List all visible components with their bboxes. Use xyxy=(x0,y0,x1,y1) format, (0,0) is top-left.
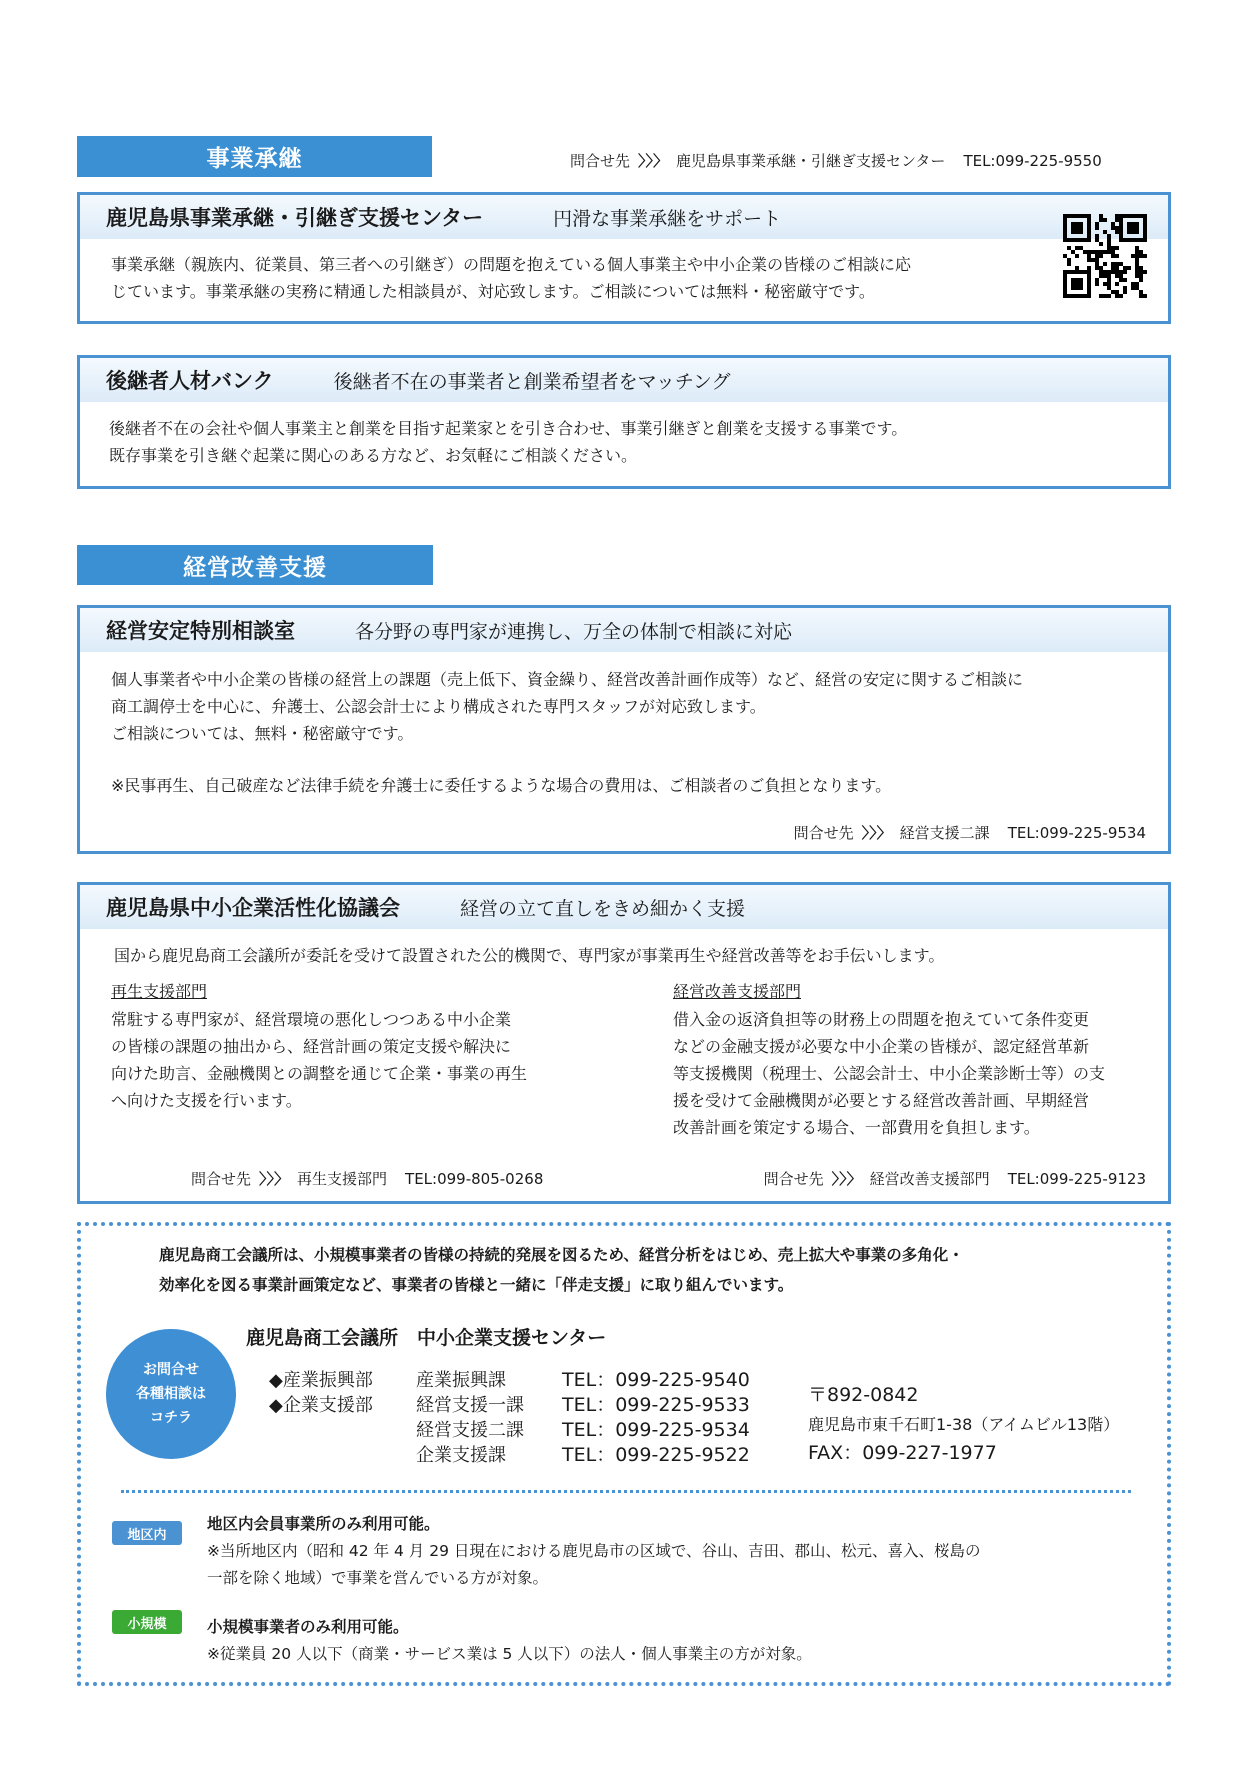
contact-arrow: 〉〉〉 xyxy=(831,1170,862,1188)
box3-contact xyxy=(794,822,1146,843)
intro-line: 鹿児島商工会議所は、小規模事業者の皆様の持続的発展を図るため、経営分析をはじめ、売上拡大や事業の多角化・ xyxy=(159,1246,964,1264)
inquiry-circle xyxy=(106,1329,236,1459)
body-line: 改善計画を策定する場合、一部費用を負担します。 xyxy=(673,1118,1040,1137)
circle-line: お問合せ xyxy=(143,1362,199,1378)
circle-line: コチラ xyxy=(150,1410,192,1426)
contact-label: 問合せ先 xyxy=(191,1170,252,1188)
dept-column xyxy=(269,1368,373,1418)
box-header xyxy=(80,358,1168,402)
divider xyxy=(121,1490,1131,1493)
note-title: 小規模事業者のみ利用可能。 xyxy=(207,1618,409,1636)
body-line: 事業承継（親族内、従業員、第三者への引継ぎ）の問題を抱えている個人事業主や中小企業の皆様のご相談に応 xyxy=(111,255,912,274)
postal-code: 〒892-0842 xyxy=(808,1384,919,1406)
body-line: 向けた助言、金融機関との調整を通じて企業・事業の再生 xyxy=(111,1064,528,1083)
contact-tel: TEL:099-805-0268 xyxy=(405,1170,544,1188)
box-subtitle: 後継者不在の事業者と創業希望者をマッチング xyxy=(333,370,731,393)
column-body xyxy=(111,1006,601,1114)
column-heading: 再生支援部門 xyxy=(111,982,208,1001)
support-center-info-box xyxy=(77,1222,1171,1686)
small-business-badge: 小規模 xyxy=(112,1610,182,1634)
section1-contact xyxy=(570,150,1102,171)
revitalization-council-box xyxy=(77,882,1171,1204)
area-badge: 地区内 xyxy=(112,1521,182,1545)
address: 鹿児島市東千石町1-38（アイムビル13階） xyxy=(808,1415,1120,1434)
tel-number: TEL：099-225-9533 xyxy=(562,1394,750,1416)
tel-number: TEL：099-225-9522 xyxy=(562,1444,750,1466)
body-line: 借入金の返済負担等の財務上の問題を抱えていて条件変更 xyxy=(673,1010,1090,1029)
org-name: 鹿児島商工会議所 中小企業支援センター xyxy=(246,1327,607,1349)
box-title: 鹿児島県事業承継・引継ぎ支援センター xyxy=(106,206,484,230)
dept-name: ◆企業支援部 xyxy=(269,1395,373,1416)
area-note xyxy=(207,1511,981,1592)
body-line: じています。事業承継の実務に精通した相談員が、対応致します。ご相談については無料・秘密厳守です。 xyxy=(111,282,875,301)
box-subtitle: 円滑な事業承継をサポート xyxy=(553,207,782,230)
address-block xyxy=(808,1381,1119,1468)
contact-arrow: 〉〉〉 xyxy=(638,152,669,170)
tel-number: TEL：099-225-9534 xyxy=(562,1419,750,1441)
tel-number: TEL：099-225-9540 xyxy=(562,1369,750,1391)
box-note: ※民事再生、自己破産など法律手続を弁護士に委任するような場合の費用は、ご相談者のご負担となります。 xyxy=(111,776,892,795)
column-heading: 経営改善支援部門 xyxy=(673,982,802,1001)
box-title: 経営安定特別相談室 xyxy=(106,619,295,643)
note-line: 一部を除く地域）で事業を営んでいる方が対象。 xyxy=(207,1569,549,1587)
body-line: 既存事業を引き継ぐ起業に関心のある方など、お気軽にご相談ください。 xyxy=(109,446,638,465)
dept-name: ◆産業振興部 xyxy=(269,1370,373,1391)
box-body xyxy=(80,402,1168,469)
qr-code-icon[interactable] xyxy=(1063,214,1147,298)
body-line: 個人事業者や中小企業の皆様の経営上の課題（売上低下、資金繰り、経営改善計画作成等）など、経営の安定に関するご相談に xyxy=(111,670,1024,689)
succession-center-box xyxy=(77,192,1171,324)
circle-line: 各種相談は xyxy=(136,1386,206,1402)
box-body xyxy=(80,239,1168,305)
column-body xyxy=(673,1006,1163,1141)
intro-line: 効率化を図る事業計画策定など、事業者の皆様と一緒に「伴走支援」に取り組んでいます。 xyxy=(159,1276,794,1294)
small-business-note xyxy=(207,1614,812,1668)
box-subtitle: 経営の立て直しをきめ細かく支援 xyxy=(460,897,746,920)
management-stability-box xyxy=(77,605,1171,854)
body-line: 常駐する専門家が、経営環境の悪化しつつある中小企業 xyxy=(111,1010,512,1029)
body-line: 援を受けて金融機関が必要とする経営改善計画、早期経営 xyxy=(673,1091,1090,1110)
body-line: へ向けた支援を行います。 xyxy=(111,1091,302,1110)
note-title: 地区内会員事業所のみ利用可能。 xyxy=(207,1515,440,1533)
contact-label: 問合せ先 xyxy=(570,152,631,170)
section-name: 経営支援二課 xyxy=(416,1420,524,1441)
box-title: 後継者人材バンク xyxy=(106,369,274,393)
contact-tel: TEL:099-225-9123 xyxy=(1007,1170,1146,1188)
box-header xyxy=(80,885,1168,929)
box-title: 鹿児島県中小企業活性化協議会 xyxy=(106,896,400,920)
contact-arrow: 〉〉〉 xyxy=(259,1170,290,1188)
body-line: 等支援機関（税理士、公認会計士、中小企業診断士等）の支 xyxy=(673,1064,1106,1083)
contact-tel: TEL:099-225-9534 xyxy=(1007,824,1146,842)
contact-label: 問合せ先 xyxy=(793,824,854,842)
body-line: の皆様の課題の抽出から、経営計画の策定支援や解決に xyxy=(111,1037,512,1056)
footer-intro xyxy=(159,1240,964,1300)
note-line: ※当所地区内（昭和 42 年 4 月 29 日現在における鹿児島市の区域で、谷山、吉田、郡山、松元、喜入、桜島の xyxy=(207,1542,981,1560)
improvement-support-column xyxy=(673,981,1163,1141)
tel-column xyxy=(562,1368,750,1468)
section-column xyxy=(416,1368,524,1468)
body-line: 商工調停士を中心に、弁護士、公認会計士により構成された専門スタッフが対応致します。 xyxy=(111,697,766,716)
box-header xyxy=(80,195,1168,239)
contact-dept: 鹿児島県事業承継・引継ぎ支援センター xyxy=(676,152,946,170)
contact-label: 問合せ先 xyxy=(763,1170,824,1188)
section-name: 産業振興課 xyxy=(416,1370,506,1391)
section-name: 企業支援課 xyxy=(416,1445,506,1466)
fax: FAX：099-227-1977 xyxy=(808,1442,997,1464)
body-line: などの金融支援が必要な中小企業の皆様が、認定経営革新 xyxy=(673,1037,1090,1056)
box-subtitle: 各分野の専門家が連携し、万全の体制で相談に対応 xyxy=(355,620,793,643)
box-body xyxy=(80,652,1168,799)
box-intro: 国から鹿児島商工会議所が委託を受けて設置された公的機関で、専門家が事業再生や経営改善等をお手伝いします。 xyxy=(114,946,945,965)
contact-dept: 経営支援二課 xyxy=(899,824,990,842)
successor-bank-box xyxy=(77,355,1171,489)
recovery-contact xyxy=(191,1168,543,1189)
contact-arrow: 〉〉〉 xyxy=(861,824,892,842)
body-line: ご相談については、無料・秘密厳守です。 xyxy=(111,724,414,743)
body-line: 後継者不在の会社や個人事業主と創業を目指す起業家とを引き合わせ、事業引継ぎと創業を支援する事業です。 xyxy=(109,419,908,438)
contact-dept: 再生支援部門 xyxy=(297,1170,388,1188)
improvement-contact xyxy=(764,1168,1146,1189)
recovery-support-column xyxy=(111,981,601,1114)
contact-dept: 経営改善支援部門 xyxy=(869,1170,990,1188)
section-name: 経営支援一課 xyxy=(416,1395,524,1416)
contact-tel: TEL:099-225-9550 xyxy=(963,152,1102,170)
box-header xyxy=(80,608,1168,652)
section-tab-business-succession: 事業承継 xyxy=(77,136,432,177)
note-line: ※従業員 20 人以下（商業・サービス業は 5 人以下）の法人・個人事業主の方が対象。 xyxy=(207,1645,812,1663)
section-tab-management-improvement: 経営改善支援 xyxy=(77,545,433,585)
